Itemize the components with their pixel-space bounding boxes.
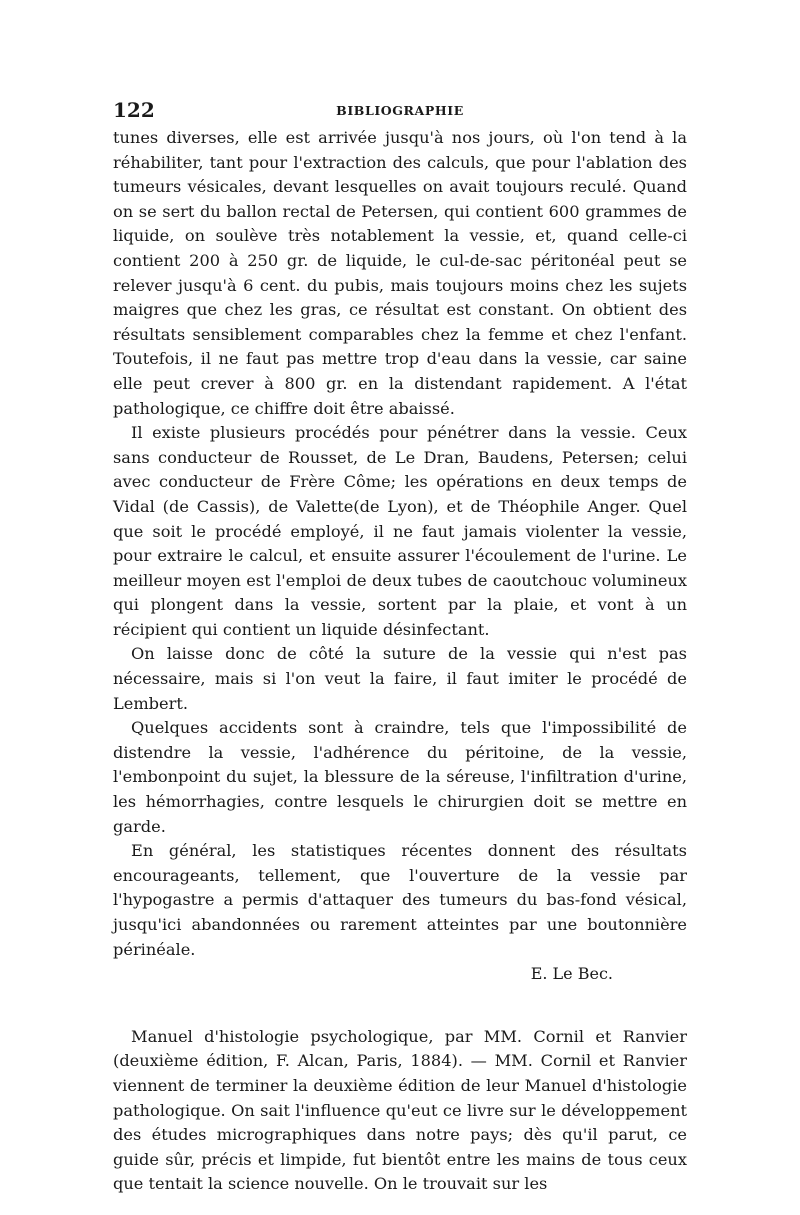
review-author-1: Cornil — [533, 1026, 585, 1046]
paragraph: tunes diverses, elle est arrivée jusqu'à nos jours, où l'on tend à la réhabiliter, tant pour l'extraction des calculs, que pour l'ablation des tumeurs vésicales, devant lesquelles on avait toujours reculé. Quand on se sert du ballon rectal de Petersen, qui contient 600 grammes de liquide, on soulève très notablement la vessie, et, quand celle-ci contient 200 à 250 gr. de liquide, le cul-de-sac péritonéal peut se relever jusqu'à 6 cent. du pubis, mais toujours moins chez les sujets maigres que chez les gras, ce résultat est constant. On obtient des résultats sensiblement comparables chez la femme et chez l'enfant. Toutefois, il ne faut pas mettre trop d'eau dans la vessie, car saine elle peut crever à 800 gr. en la distendant rapidement. A l'état pathologique, ce chiffre doit être abaissé. — [113, 128, 687, 418]
review-body: (deuxième édition, F. Alcan, Paris, 1884). — MM. Cornil et Ranvier viennent de terminer la deuxième édition de leur Manuel d'histologie pathologique. On sait l'influence qu'eut ce livre sur le développement des études micrographiques dans notre pays; dès qu'il parut, ce guide sûr, précis et limpide, fut bientôt entre les mains de tous ceux que tentait la science nouvelle. On le trouvait sur les — [113, 1051, 687, 1194]
review-and: et — [584, 1026, 623, 1046]
page-body — [113, 98, 687, 1197]
article-text — [113, 126, 687, 987]
review-book-title: Manuel d'histologie psychologique — [131, 1026, 429, 1046]
paragraph: En général, les statistiques récentes donnent des résultats encourageants, tellement, que l'ouverture de la vessie par l'hypogastre a permis d'attaquer des tumeurs du bas-fond vésical, jusqu'ici abandonnées ou rarement atteintes par une boutonnière périnéale. — [113, 841, 687, 959]
review-by: , par MM. — [428, 1026, 534, 1046]
review-author-2: Ranvier — [622, 1026, 687, 1046]
paragraph: Il existe plusieurs procédés pour pénétrer dans la vessie. Ceux sans conducteur de Rousset, de Le Dran, Baudens, Petersen; celui avec conducteur de Frère Côme; les opérations en deux temps de Vidal (de Cassis), de Valette(de Lyon), et de Théophile Anger. Quel que soit le procédé employé, il ne faut jamais violenter la vessie, pour extraire le calcul, et ensuite assurer l'écoulement de l'urine. Le meilleur moyen est l'emploi de deux tubes de caoutchouc volumineux qui plongent dans la vessie, sortent par la plaie, et vont à un récipient qui contient un liquide désinfectant. — [113, 423, 687, 639]
author-signature: E. Le Bec. — [530, 964, 613, 984]
book-review — [113, 1025, 687, 1197]
page-number: 122 — [113, 98, 155, 122]
review-paragraph — [113, 1025, 687, 1197]
page-header — [113, 98, 687, 122]
paragraph: Quelques accidents sont à craindre, tels que l'impossibilité de distendre la vessie, l'adhérence du péritoine, de la vessie, l'embonpoint du sujet, la blessure de la séreuse, l'infiltration d'urine, les hémorrhagies, contre lesquels le chirurgien doit se mettre en garde. — [113, 718, 687, 836]
running-title: BIBLIOGRAPHIE — [336, 103, 464, 118]
paragraph: On laisse donc de côté la suture de la vessie qui n'est pas nécessaire, mais si l'on veut la faire, il faut imiter le procédé de Lembert. — [113, 644, 687, 713]
